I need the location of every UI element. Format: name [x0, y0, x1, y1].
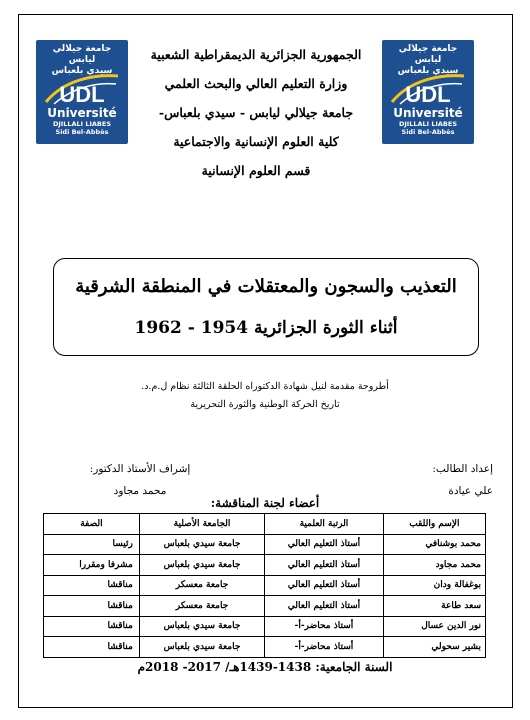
udl-wordmark-icon: [44, 70, 120, 108]
thesis-title-box: [53, 258, 479, 356]
member-role: مناقشا: [44, 575, 140, 596]
member-university: جامعة سيدي بلعباس: [139, 534, 264, 555]
member-rank: أستاذ محاضر-أ-: [265, 616, 383, 637]
header-university: الجامعة الأصلية: [139, 514, 264, 535]
committee-title: أعضاء لجنة المناقشة:: [210, 496, 320, 510]
member-university: جامعة سيدي بلعباس: [139, 637, 264, 658]
logo-subtitle-text: DJILLALI LIABES Sidi Bel-Abbès: [52, 120, 112, 136]
prepared-by: [432, 458, 493, 502]
header-role: الصفة: [44, 514, 140, 535]
logo-university-text: Université: [393, 106, 463, 120]
member-rank: أستاذ التعليم العالي: [265, 555, 383, 576]
prepared-by-label: إعداد الطالب:: [432, 463, 493, 475]
table-row: [44, 596, 486, 617]
member-name: محمد مجاود: [383, 555, 485, 576]
member-role: رئيسا: [44, 534, 140, 555]
member-university: جامعة سيدي بلعباس: [139, 616, 264, 637]
committee-table: [43, 513, 486, 658]
supervisor-name: محمد مجاود: [113, 485, 167, 497]
logo-arabic-text: جامعة جيلالي ليابس سيدي بلعباس: [397, 44, 459, 76]
thesis-degree: أطروحة مقدمة لنيل شهادة الدكتوراه الحلقة الثالثة نظام ل.م.د.: [141, 381, 389, 392]
prepared-by-name: علي عيادة: [448, 485, 493, 497]
supervisor-label: إشراف الأستاذ الدكتور:: [89, 463, 191, 475]
member-rank: أستاذ التعليم العالي: [265, 534, 383, 555]
member-rank: أستاذ محاضر-أ-: [265, 637, 383, 658]
member-rank: أستاذ التعليم العالي: [265, 575, 383, 596]
thesis-description: [30, 378, 500, 414]
header-rank: الرتبة العلمية: [265, 514, 383, 535]
logo-arabic-text: جامعة جيلالي ليابس سيدي بلعباس: [51, 44, 113, 76]
member-role: مناقشا: [44, 616, 140, 637]
university-logo-right: [382, 40, 474, 144]
thesis-title-line1: التعذيب والسجون والمعتقلات في المنطقة الشرقية: [75, 276, 457, 297]
institution-header: [130, 40, 382, 185]
academic-year: السنة الجامعية: 1438-1439هـ/ 2017- 2018م: [137, 660, 393, 674]
table-row: [44, 534, 486, 555]
member-role: مناقشا: [44, 637, 140, 658]
header-department: قسم العلوم الإنسانية: [201, 163, 311, 178]
member-university: جامعة معسكر: [139, 575, 264, 596]
member-university: جامعة معسكر: [139, 596, 264, 617]
logo-university-text: Université: [47, 106, 117, 120]
table-row: [44, 575, 486, 596]
thesis-specialty: تاريخ الحركة الوطنية والثورة التحريرية: [190, 399, 340, 410]
table-row: [44, 616, 486, 637]
member-name: سعد طاعة: [383, 596, 485, 617]
member-rank: أستاذ التعليم العالي: [265, 596, 383, 617]
member-name: بوغفالة ودان: [383, 575, 485, 596]
header-faculty: كلية العلوم الإنسانية والاجتماعية: [173, 134, 339, 149]
member-role: مناقشا: [44, 596, 140, 617]
udl-wordmark-icon: [390, 70, 466, 108]
member-role: مشرفا ومقررا: [44, 555, 140, 576]
member-name: نور الدين عسال: [383, 616, 485, 637]
member-name: بشير سحولي: [383, 637, 485, 658]
member-university: جامعة سيدي بلعباس: [139, 555, 264, 576]
header-name: الإسم واللقب: [383, 514, 485, 535]
member-name: محمد بوشنافي: [383, 534, 485, 555]
university-logo-left: [36, 40, 128, 144]
thesis-title-line2: أثناء الثورة الجزائرية 1954 - 1962: [134, 318, 398, 338]
table-row: [44, 555, 486, 576]
svg-text:UDL: UDL: [405, 82, 451, 107]
header-university: جامعة جيلالي ليابس - سيدي بلعباس-: [158, 105, 354, 120]
logo-subtitle-text: DJILLALI LIABES Sidi Bel-Abbès: [398, 120, 458, 136]
header-republic: الجمهورية الجزائرية الديمقراطية الشعبية: [150, 47, 362, 62]
header-ministry: وزارة التعليم العالي والبحث العلمي: [164, 76, 348, 91]
svg-text:UDL: UDL: [59, 82, 105, 107]
table-row: [44, 637, 486, 658]
table-header-row: [44, 514, 486, 535]
